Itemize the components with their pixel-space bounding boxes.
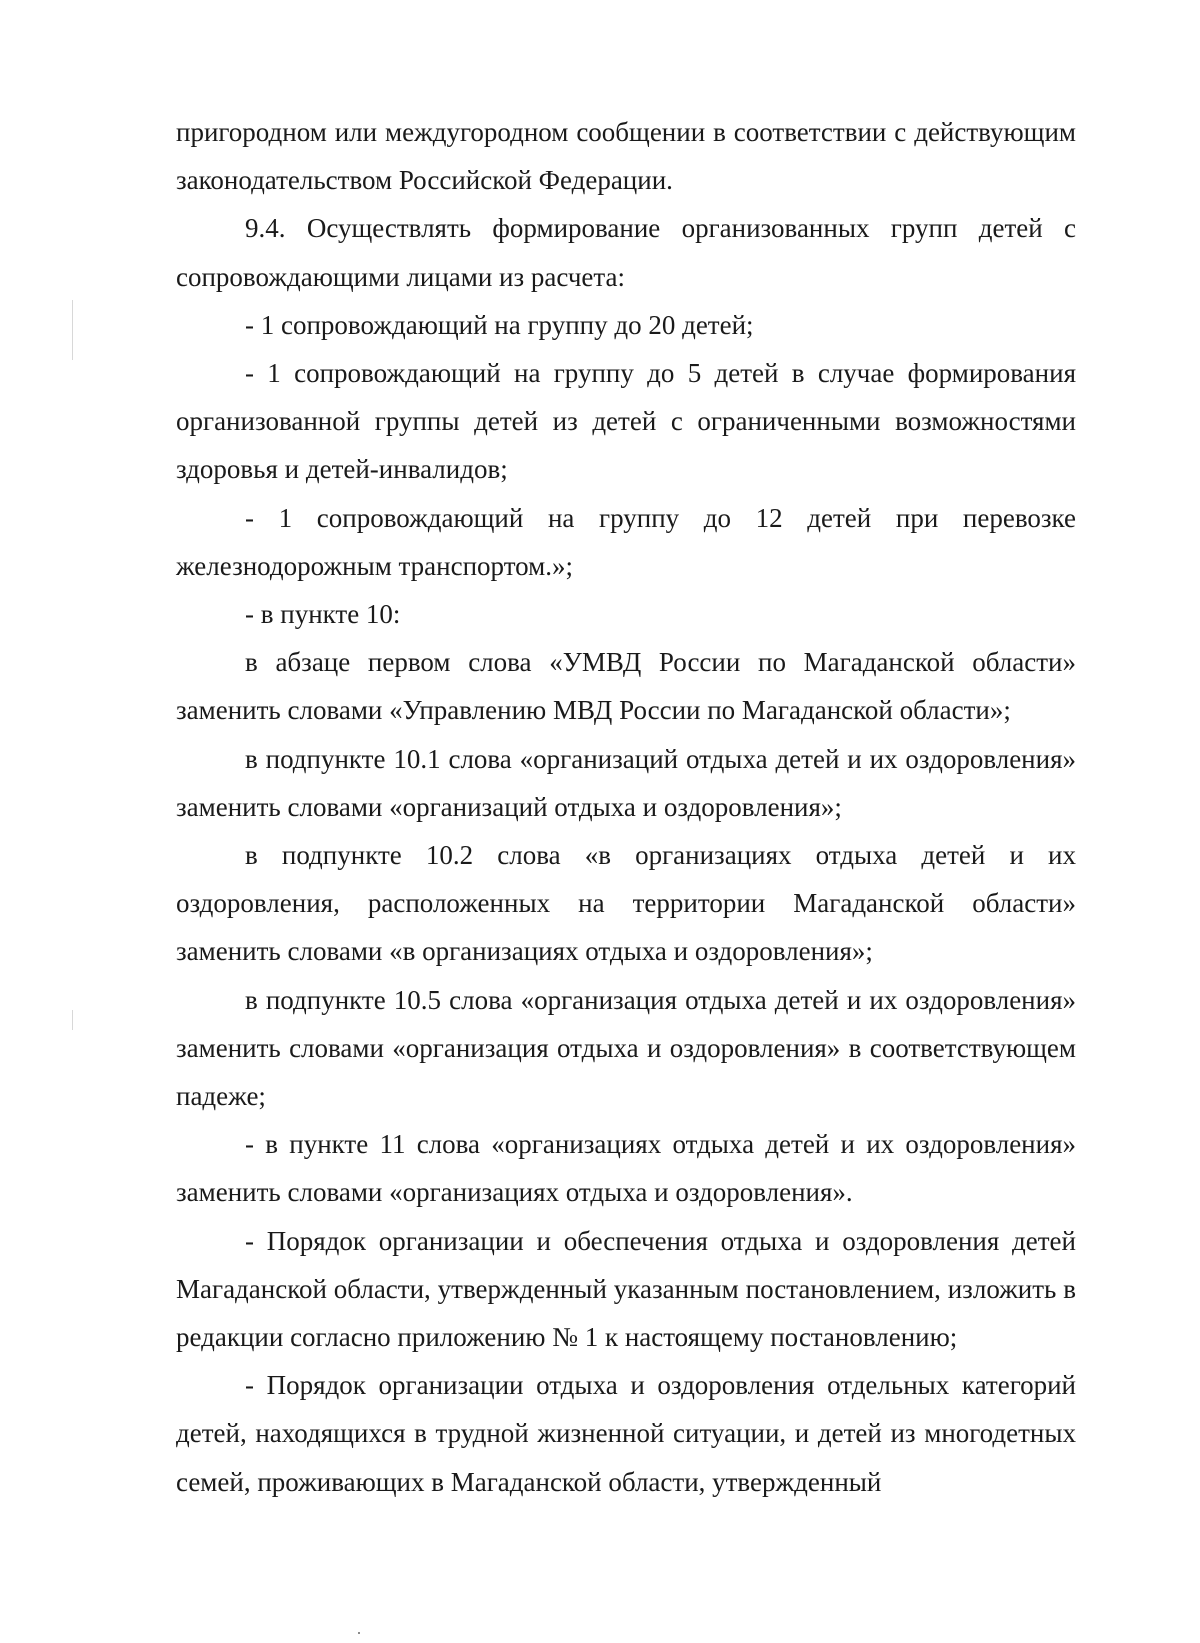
paragraph-3: - 1 сопровождающий на группу до 20 детей; — [245, 309, 754, 340]
scan-edge-mark — [72, 300, 73, 360]
paragraph-1: пригородном или междугородном сообщении в соответствии с действующим законодательством Российской Федерации. — [176, 117, 1076, 196]
scan-edge-mark — [72, 1010, 73, 1030]
paragraph-12: - Порядок организации и обеспечения отдыха и оздоровления детей Магаданской области, утвержденный указанным постановлением, изложить в редакции согласно приложению № 1 к настоящему постановлению; — [176, 1225, 1076, 1353]
paragraph-8: в подпункте 10.1 слова «организаций отдыха детей и их оздоровления» заменить словами «организаций отдыха и оздоровления»; — [176, 743, 1076, 822]
paragraph-2: 9.4. Осуществлять формирование организованных групп детей с сопровождающими лицами из расчета: — [176, 213, 1076, 292]
paragraph-11: - в пункте 11 слова «организациях отдыха детей и их оздоровления» заменить словами «организациях отдыха и оздоровления». — [176, 1129, 1076, 1208]
paragraph-7: в абзаце первом слова «УМВД России по Магаданской области» заменить словами «Управлению МВД России по Магаданской области»; — [176, 647, 1076, 726]
paragraph-10: в подпункте 10.5 слова «организация отдыха детей и их оздоровления» заменить словами «организация отдыха и оздоровления» в соответствующем падеже; — [176, 984, 1076, 1112]
paragraph-6: - в пункте 10: — [245, 599, 401, 630]
document-body — [176, 108, 1076, 1506]
paragraph-13: - Порядок организации отдыха и оздоровления отдельных категорий детей, находящихся в трудной жизненной ситуации, и детей из многодетных семей, проживающих в Магаданской области, утвержденный — [176, 1370, 1076, 1497]
paragraph-4: - 1 сопровождающий на группу до 5 детей в случае формирования организованной группы детей из детей с ограниченными возможностями здоровья и детей-инвалидов; — [176, 358, 1076, 485]
scan-dot-mark — [358, 1632, 360, 1634]
paragraph-5: - 1 сопровождающий на группу до 12 детей при перевозке железнодорожным транспортом.»; — [176, 502, 1076, 581]
paragraph-9: в подпункте 10.2 слова «в организациях отдыха детей и их оздоровления, расположенных на территории Магаданской области» заменить словами «в организациях отдыха и оздоровления»; — [176, 840, 1076, 967]
